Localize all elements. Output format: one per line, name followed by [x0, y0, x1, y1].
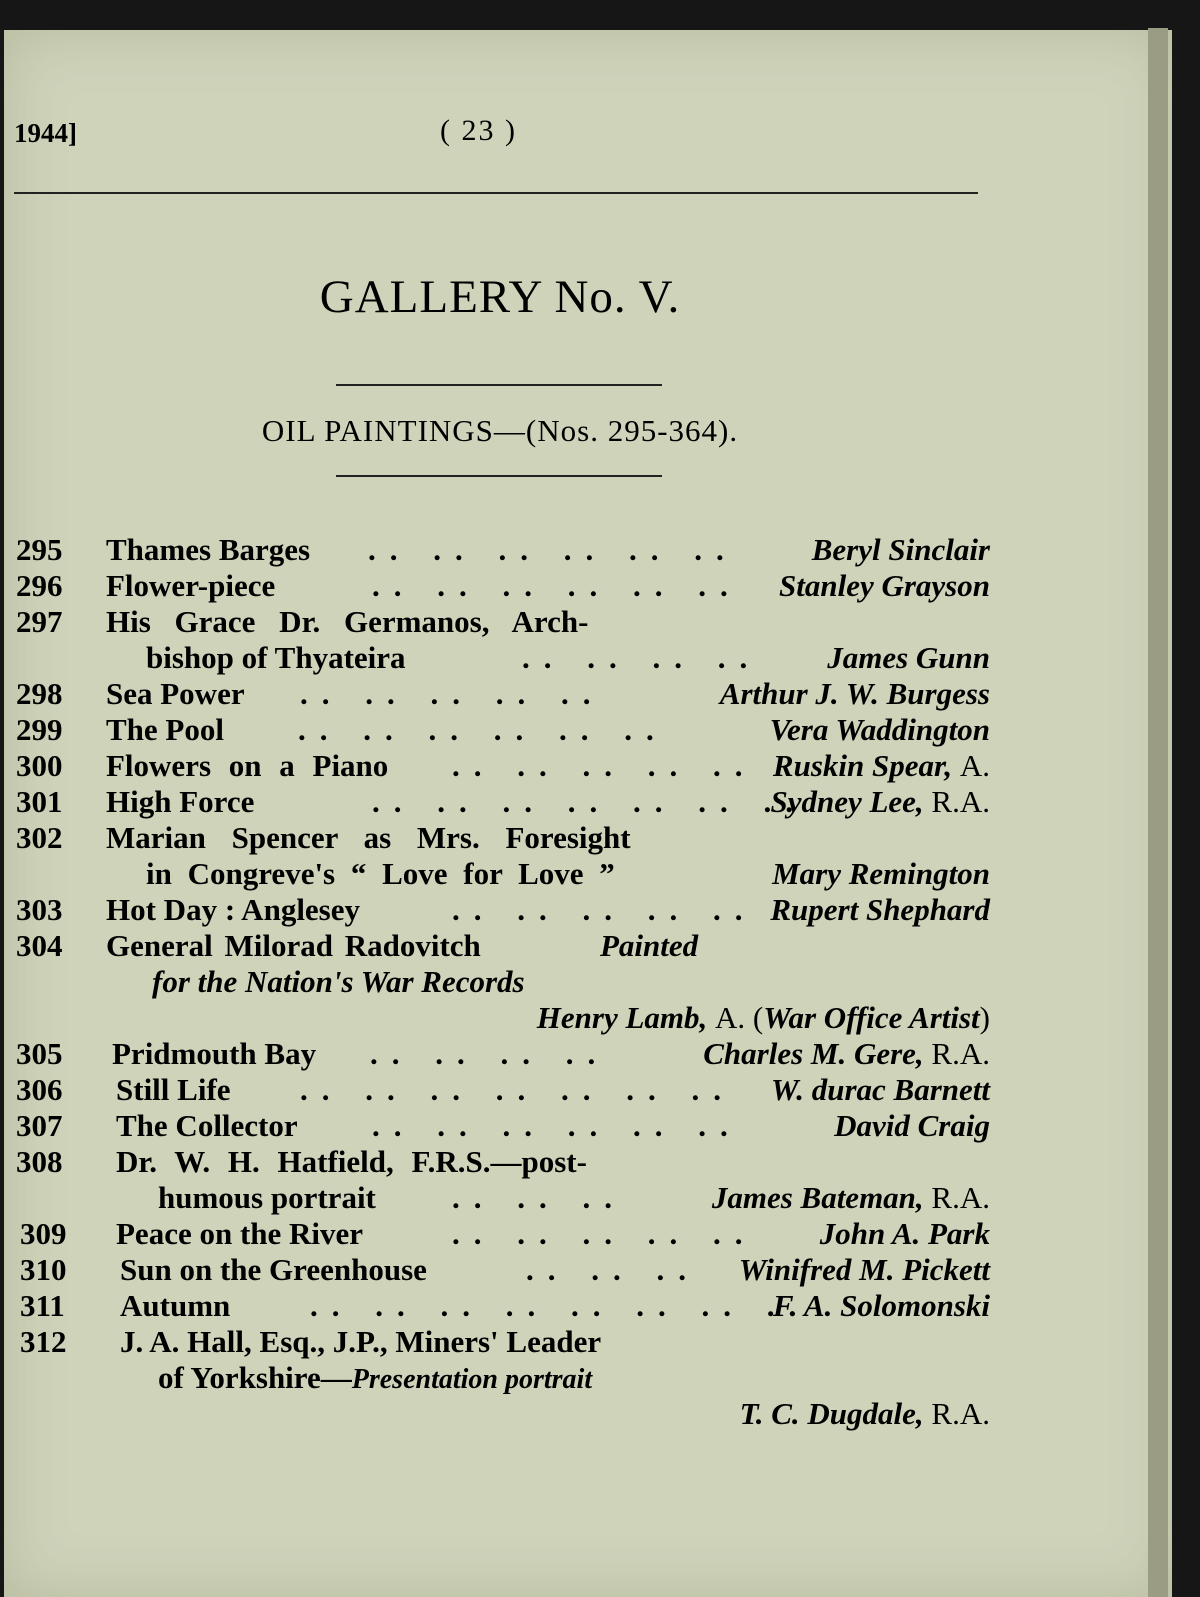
catalogue-entry	[0, 532, 1010, 568]
entry-title: Hot Day : Anglesey	[106, 892, 361, 927]
entry-number: 304	[16, 928, 63, 963]
catalogue-entry	[0, 1324, 1010, 1360]
artist-name: Sydney Lee,	[770, 784, 924, 819]
catalogue-entry	[0, 1216, 1010, 1252]
catalogue-entry-continued	[0, 964, 1010, 1000]
entry-title: Marian Spencer as Mrs. Foresight	[106, 820, 631, 855]
artist-role: War Office Artist	[763, 1000, 980, 1035]
entry-artist: F. A. Solomonski	[772, 1288, 990, 1323]
catalogue-entry	[0, 604, 1010, 640]
entry-title: Pridmouth Bay	[112, 1036, 317, 1071]
page-edge	[1148, 28, 1168, 1597]
entry-artist: John A. Park	[819, 1216, 990, 1251]
entry-number: 312	[20, 1324, 67, 1359]
entry-number: 298	[16, 676, 63, 711]
subtitle-rule	[336, 475, 662, 477]
entry-title: General Milorad Radovitch	[106, 928, 481, 963]
leader-dots: .. .. .. .. ..	[452, 748, 757, 783]
entry-title: Still Life	[116, 1072, 231, 1107]
catalogue-entry	[0, 1288, 1010, 1324]
entry-title-continued: in Congreve's “ Love for Love ”	[146, 856, 615, 891]
entry-title: Autumn	[120, 1288, 231, 1323]
entry-title-continued: humous portrait	[158, 1180, 376, 1215]
leader-dots: .. .. ..	[526, 1252, 700, 1287]
entry-artist: James Gunn	[827, 640, 990, 675]
artist-name: T. C. Dugdale,	[739, 1396, 924, 1431]
leader-dots: .. .. .. .. ..	[300, 676, 605, 711]
catalogue-entry-continued	[0, 1396, 1010, 1432]
running-header-year: 1944]	[14, 118, 77, 148]
catalogue-entry	[0, 784, 1010, 820]
entry-number: 307	[16, 1108, 63, 1143]
leader-dots: .. .. .. .. ..	[452, 892, 757, 927]
entry-number: 303	[16, 892, 63, 927]
entry-number: 301	[16, 784, 63, 819]
entry-artist: Arthur J. W. Burgess	[719, 676, 990, 711]
entry-artist: David Craig	[834, 1108, 990, 1143]
leader-dots: .. .. .. .. .. ..	[368, 532, 738, 567]
leader-dots: .. .. .. .. ..	[452, 1216, 757, 1251]
entry-number: 299	[16, 712, 63, 747]
leader-dots: .. .. .. ..	[522, 640, 762, 675]
paren-open: (	[752, 1000, 764, 1035]
entry-number: 305	[16, 1036, 63, 1071]
entry-number: 295	[16, 532, 63, 567]
catalogue-entry-continued	[0, 640, 1010, 676]
entry-note: Painted	[600, 928, 699, 963]
catalogue-entry	[0, 1144, 1010, 1180]
gallery-title: GALLERY No. V.	[319, 271, 681, 323]
entry-note-continued: for the Nation's War Records	[152, 964, 525, 999]
entry-number: 308	[16, 1144, 63, 1179]
catalogue-entry	[0, 712, 1010, 748]
paren-close: )	[979, 1000, 990, 1035]
artist-name: Henry Lamb,	[536, 1000, 708, 1035]
catalogue-entry-continued	[0, 1360, 1010, 1396]
entry-artist	[712, 1180, 990, 1216]
catalogue-entry	[0, 1108, 1010, 1144]
catalogue-entry	[0, 820, 1010, 856]
entry-artist: Beryl Sinclair	[811, 532, 990, 567]
artist-name: James Bateman,	[711, 1180, 924, 1215]
entry-number: 309	[20, 1216, 67, 1251]
catalogue-entry	[0, 1252, 1010, 1288]
entry-title-part: of Yorkshire—	[158, 1360, 352, 1395]
entry-artist: Mary Remington	[772, 856, 990, 891]
entry-note: Presentation portrait	[351, 1364, 593, 1395]
leader-dots: .. .. .. .. .. ..	[372, 1108, 742, 1143]
header-rule	[14, 192, 978, 194]
entry-artist: W. durac Barnett	[770, 1072, 990, 1107]
leader-dots: .. .. .. ..	[370, 1036, 610, 1071]
title-rule	[336, 384, 662, 386]
entry-artist	[703, 1036, 990, 1072]
entry-artist: Winifred M. Pickett	[738, 1252, 990, 1287]
entry-title: Sea Power	[106, 676, 245, 711]
entry-title: His Grace Dr. Germanos, Arch-	[106, 604, 589, 639]
catalogue-entry	[0, 1036, 1010, 1072]
artist-suffix: R.A.	[931, 1396, 990, 1431]
entry-title: High Force	[106, 784, 255, 819]
entry-artist	[740, 1396, 990, 1432]
entry-title: Flower-piece	[106, 568, 276, 603]
catalogue-entry	[0, 1072, 1010, 1108]
entry-title: Sun on the Greenhouse	[120, 1252, 427, 1287]
artist-suffix: R.A.	[931, 1036, 990, 1071]
catalogue-entry-continued	[0, 1180, 1010, 1216]
artist-suffix: A.	[959, 748, 990, 783]
artist-name: Ruskin Spear,	[772, 748, 953, 783]
artist-suffix: A.	[715, 1000, 746, 1035]
artist-name: Charles M. Gere,	[703, 1036, 924, 1071]
entry-artist	[537, 1000, 990, 1036]
section-subtitle: OIL PAINTINGS—(Nos. 295-364).	[261, 413, 739, 448]
catalogue-entry	[0, 928, 1010, 964]
entry-title: Thames Barges	[106, 532, 311, 567]
catalogue-entry-continued	[0, 856, 1010, 892]
artist-suffix: R.A.	[931, 784, 990, 819]
entry-title: The Collector	[116, 1108, 298, 1143]
entry-title: The Pool	[106, 712, 224, 747]
entry-title-continued: bishop of Thyateira	[146, 640, 406, 675]
entry-number: 311	[20, 1288, 65, 1323]
artist-suffix: R.A.	[931, 1180, 990, 1215]
leader-dots: .. .. .. .. .. ..	[372, 568, 742, 603]
entry-number: 306	[16, 1072, 63, 1107]
entry-title: Flowers on a Piano	[106, 748, 389, 783]
entry-artist	[770, 784, 990, 820]
leader-dots: .. .. .. .. .. ..	[298, 712, 668, 747]
entry-artist	[773, 748, 990, 784]
entry-number: 302	[16, 820, 63, 855]
catalogue-entry	[0, 676, 1010, 712]
leader-dots: .. .. ..	[452, 1180, 626, 1215]
leader-dots: .. .. .. .. .. .. ..	[300, 1072, 735, 1107]
entry-number: 310	[20, 1252, 67, 1287]
entry-artist: Rupert Shephard	[770, 892, 990, 927]
entry-title: J. A. Hall, Esq., J.P., Miners' Leader	[120, 1324, 602, 1359]
entry-artist: Stanley Grayson	[779, 568, 990, 603]
entry-number: 300	[16, 748, 63, 783]
entry-number: 296	[16, 568, 63, 603]
catalogue-entry	[0, 892, 1010, 928]
running-header	[14, 114, 978, 158]
entry-title-continued	[158, 1360, 592, 1398]
catalogue-entry	[0, 748, 1010, 784]
leader-dots: .. .. .. .. .. .. ..	[372, 784, 807, 819]
catalogue-entry-continued	[0, 1000, 1010, 1036]
entry-title: Peace on the River	[116, 1216, 364, 1251]
entry-artist: Vera Waddington	[769, 712, 990, 747]
entry-title: Dr. W. H. Hatfield, F.R.S.—post-	[116, 1144, 587, 1179]
entry-number: 297	[16, 604, 63, 639]
leader-dots: .. .. .. .. .. .. .. ..	[310, 1288, 811, 1323]
page-number: ( 23 )	[440, 114, 517, 147]
catalogue-entry	[0, 568, 1010, 604]
